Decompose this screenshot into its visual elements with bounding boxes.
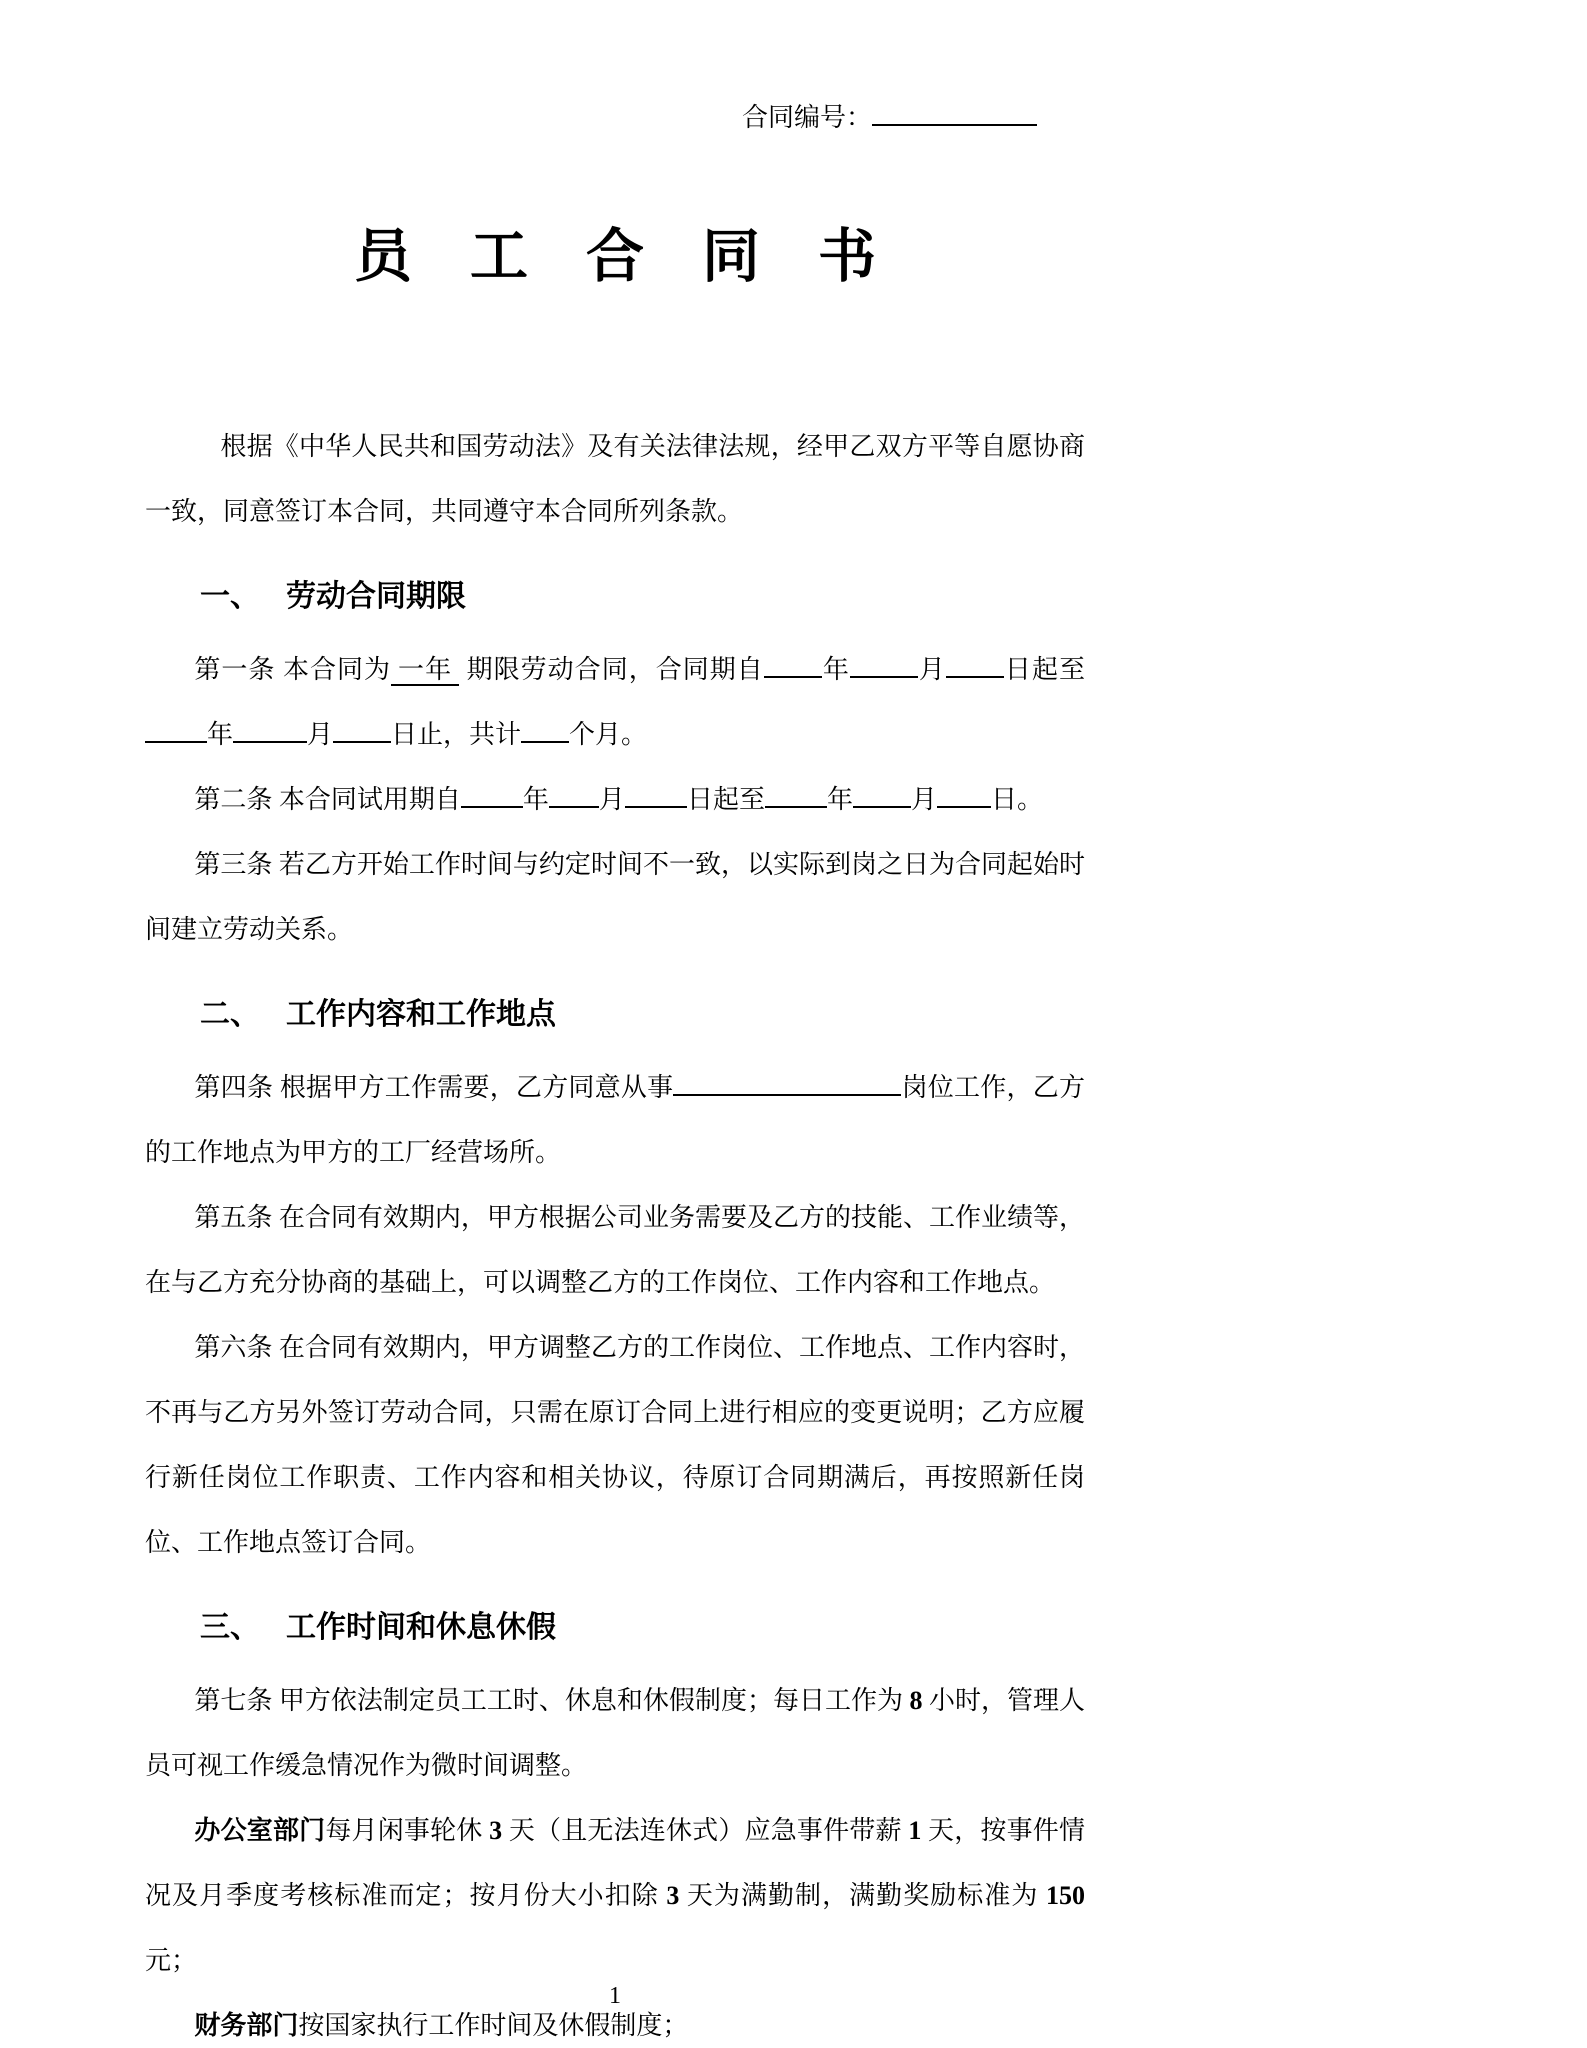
blank-line: [765, 780, 827, 808]
intro-paragraph: [145, 414, 1085, 544]
contract-number-line: [145, 98, 1085, 134]
text-run: 小时，管理人员可视工作缓急情况作为微时间调整。: [145, 1686, 1085, 1780]
blank-line: [333, 715, 391, 743]
clause-5-paragraph: [145, 1185, 1085, 1315]
clause-3-paragraph: [145, 832, 1085, 962]
clause-1-paragraph: [145, 637, 1085, 767]
section-heading-1: [145, 564, 1085, 629]
text-run: 日起至: [686, 785, 765, 814]
text-run: 日起至: [1003, 655, 1085, 684]
office-department-paragraph: [145, 1798, 1085, 1993]
section-title: 工作时间和休息休假: [286, 1611, 556, 1644]
clause-6-paragraph: [145, 1315, 1085, 1575]
clause-4-paragraph: [145, 1055, 1085, 1185]
text-run: 月: [598, 785, 625, 814]
section-number: 二、: [200, 998, 260, 1031]
document-content: [145, 98, 1085, 2048]
text-run: 办公室部门: [194, 1816, 326, 1845]
section-heading-3: [145, 1595, 1085, 1660]
text-run: 岗位工作，乙方的工作地点为甲方的工厂经营场所。: [145, 1073, 1085, 1167]
blank-line: [850, 650, 918, 678]
document-title: 员 工 合 同 书: [353, 224, 876, 289]
blank-line: [461, 780, 523, 808]
blank-line: [673, 1068, 901, 1096]
text-run: 1: [908, 1816, 922, 1845]
text-run: 月: [307, 720, 334, 749]
text-run: 150: [1045, 1881, 1085, 1910]
text-run: 3: [489, 1816, 503, 1845]
section-number: 一、: [200, 580, 260, 613]
text-run: 天为满勤制，满勤奖励标准为: [679, 1881, 1046, 1910]
text-run: 财务部门: [194, 2011, 299, 2040]
text-run: 第五条 在合同有效期内，甲方根据公司业务需要及乙方的技能、工作业绩等，在与乙方充分协商的基础上，可以调整乙方的工作岗位、工作内容和工作地点。: [145, 1203, 1085, 1297]
text-run: 期限劳动合同，合同期自: [459, 655, 764, 684]
text-run: 8: [909, 1686, 923, 1715]
text-run: 天（且无法连休式）应急事件带薪: [502, 1816, 909, 1845]
text-run: 年: [826, 785, 853, 814]
text-run: 年: [207, 720, 234, 749]
text-run: 第二条 本合同试用期自: [194, 785, 461, 814]
blank-line: [937, 780, 991, 808]
section-title: 劳动合同期限: [286, 580, 466, 613]
blank-line: [549, 780, 599, 808]
blank-line: [853, 780, 911, 808]
section-title: 工作内容和工作地点: [286, 998, 556, 1031]
text-run: 3: [666, 1881, 680, 1910]
page-number: 1: [609, 1983, 621, 2009]
text-run: 个月。: [569, 720, 648, 749]
section-heading-2: [145, 982, 1085, 1047]
text-run: 日。: [990, 785, 1043, 814]
blank-line: [233, 715, 307, 743]
text-run: 第七条 甲方依法制定员工工时、休息和休假制度；每日工作为: [194, 1686, 910, 1715]
text-run: 每月闲事轮休: [325, 1816, 490, 1845]
text-run: 第六条 在合同有效期内，甲方调整乙方的工作岗位、工作地点、工作内容时，不再与乙方另外签订劳动合同，只需在原订合同上进行相应的变更说明；乙方应履行新任岗位工作职责、工作内容和相关协议，待原订合同期满后，再按照新任岗位、工作地点签订合同。: [145, 1333, 1085, 1557]
blank-line: [145, 715, 207, 743]
blank-line: [521, 715, 569, 743]
text-run: 一年: [391, 655, 459, 686]
section-number: 三、: [200, 1611, 260, 1644]
text-run: 月: [910, 785, 937, 814]
text-run: 按国家执行工作时间及休假制度；: [298, 2011, 689, 2040]
blank-line: [764, 650, 822, 678]
blank-line: [625, 780, 687, 808]
text-run: 合同编号：: [741, 103, 872, 132]
text-run: 第三条 若乙方开始工作时间与约定时间不一致，以实际到岗之日为合同起始时间建立劳动关系。: [145, 850, 1085, 944]
blank-line: [946, 650, 1004, 678]
clause-2-paragraph: [145, 767, 1085, 832]
text-run: 第一条 本合同为: [194, 655, 392, 684]
text-run: 元；: [145, 1946, 198, 1975]
blank-line: [872, 98, 1037, 126]
text-run: 根据《中华人民共和国劳动法》及有关法律法规，经甲乙双方平等自愿协商一致，同意签订本合同，共同遵守本合同所列条款。: [145, 432, 1085, 526]
text-run: 年: [522, 785, 549, 814]
text-run: 第四条 根据甲方工作需要，乙方同意从事: [194, 1073, 674, 1102]
text-run: 日止，共计: [391, 720, 522, 749]
text-run: 天，按事件情况及月季度考核标准而定；按月份大小扣除: [145, 1816, 1085, 1910]
clause-7-paragraph: [145, 1668, 1085, 1798]
text-run: 年: [821, 655, 850, 684]
text-run: 月: [917, 655, 946, 684]
